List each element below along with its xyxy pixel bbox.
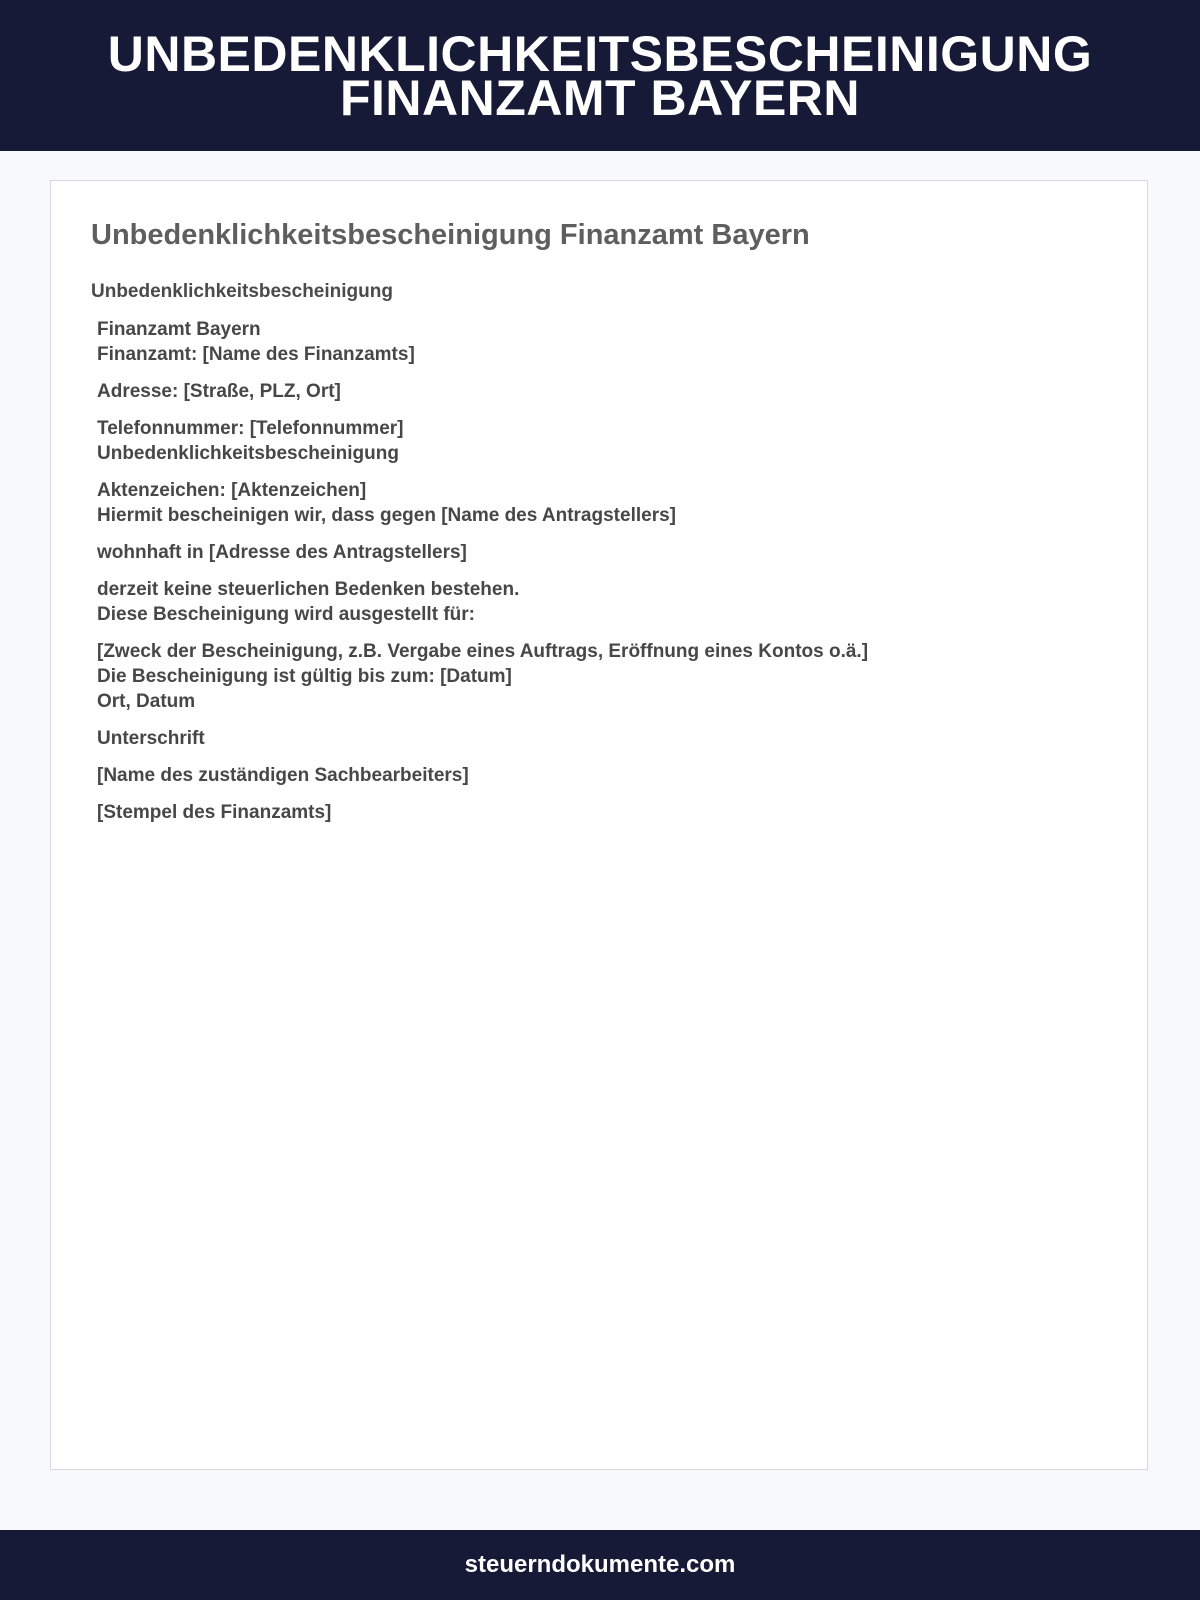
document-line: Die Bescheinigung ist gültig bis zum: [Datum] bbox=[97, 666, 512, 687]
document-line: derzeit keine steuerlichen Bedenken bestehen. bbox=[97, 579, 520, 600]
footer-site-name: steuerndokumente.com bbox=[464, 1551, 736, 1578]
document-line: Hiermit bescheinigen wir, dass gegen [Name des Antragstellers] bbox=[97, 505, 676, 526]
document-line: Unbedenklichkeitsbescheinigung bbox=[97, 443, 399, 464]
document-line: Telefonnummer: [Telefonnummer] bbox=[97, 418, 404, 439]
document-line: Diese Bescheinigung wird ausgestellt für: bbox=[97, 604, 475, 625]
document-line: Adresse: [Straße, PLZ, Ort] bbox=[97, 381, 341, 402]
document-paragraph bbox=[97, 800, 1107, 825]
document-paragraph bbox=[97, 726, 1107, 751]
document-line: Ort, Datum bbox=[97, 691, 196, 712]
document-line: [Name des zuständigen Sachbearbeiters] bbox=[97, 765, 469, 786]
document-paragraph bbox=[97, 577, 1107, 627]
document-line: [Zweck der Bescheinigung, z.B. Vergabe eines Auftrags, Eröffnung eines Kontos o.ä.] bbox=[97, 641, 869, 662]
document-line: [Stempel des Finanzamts] bbox=[97, 802, 332, 823]
page-footer bbox=[0, 1530, 1200, 1600]
document-paragraph bbox=[97, 416, 1107, 466]
document-line: Finanzamt: [Name des Finanzamts] bbox=[97, 344, 415, 365]
document-body bbox=[97, 317, 1107, 837]
document-paragraph bbox=[97, 639, 1107, 714]
document-paragraph bbox=[97, 317, 1107, 367]
document-heading: Unbedenklichkeitsbescheinigung Finanzamt Bayern bbox=[91, 219, 810, 251]
document-line: wohnhaft in [Adresse des Antragstellers] bbox=[97, 542, 467, 563]
document-line: Aktenzeichen: [Aktenzeichen] bbox=[97, 480, 367, 501]
document-line: Finanzamt Bayern bbox=[97, 319, 261, 340]
document-paragraph bbox=[97, 763, 1107, 788]
document-paragraph bbox=[97, 379, 1107, 404]
document-line: Unterschrift bbox=[97, 728, 205, 749]
document-subheading: Unbedenklichkeitsbescheinigung bbox=[91, 281, 393, 302]
header-title bbox=[107, 25, 1093, 126]
page-header bbox=[0, 0, 1200, 151]
document-paragraph bbox=[97, 478, 1107, 528]
document-card bbox=[50, 180, 1148, 1470]
header-title-line-2: FINANZAMT BAYERN bbox=[339, 69, 861, 126]
document-paragraph bbox=[97, 540, 1107, 565]
header-title-line-1: UNBEDENKLICHKEITSBESCHEINIGUNG bbox=[107, 25, 1093, 82]
